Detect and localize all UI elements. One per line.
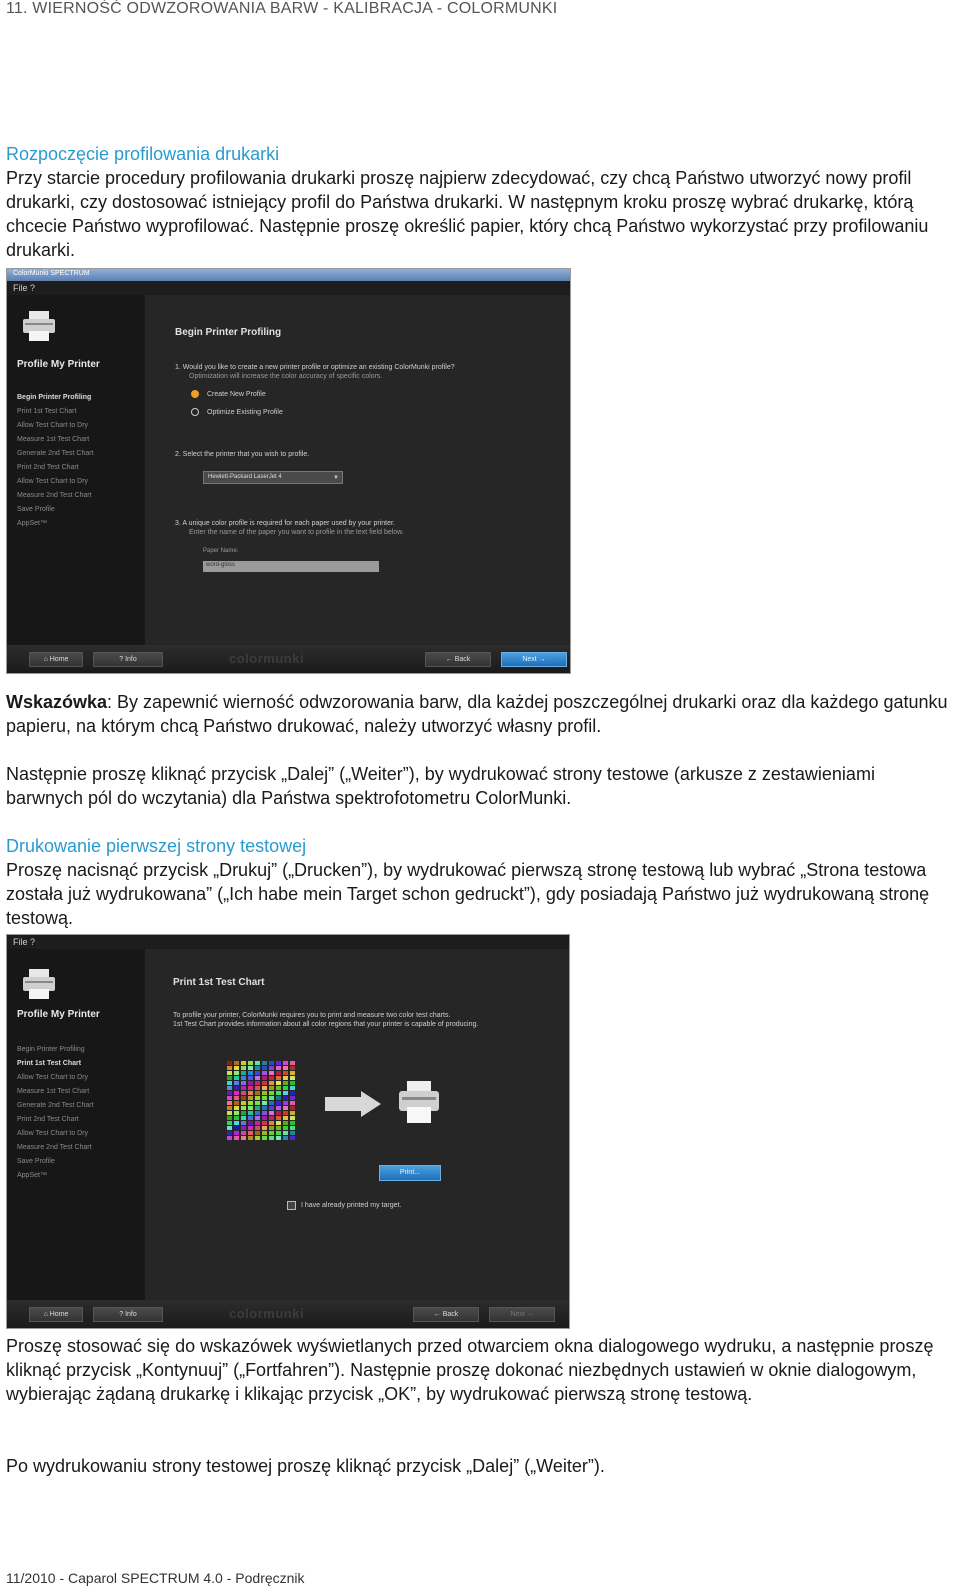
radio-create-new-label: Create New Profile — [207, 390, 266, 398]
question-1-sub: Optimization will increase the color accuracy of specific colors. — [189, 373, 383, 380]
printer-icon — [21, 967, 57, 1001]
sidebar — [7, 295, 145, 645]
footer-bar — [7, 1300, 569, 1328]
step-item: Generate 2nd Test Chart — [17, 1102, 94, 1109]
step-item: Print 2nd Test Chart — [17, 1116, 79, 1123]
section1-heading: Rozpoczęcie profilowania drukarki — [6, 144, 280, 164]
sidebar — [7, 949, 145, 1300]
section1-body: Przy starcie procedury profilowania drukarki proszę najpierw zdecydować, czy chcą Państwo utworzyć nowy profil drukarki, czy dostosować istniejący profil do Państwa drukarki. W następnym kroku proszę wybrać drukarkę, którą chcecie Państwo wyprofilować. Następnie proszę określić papier, który chcą Państwo wykorzystać przy profilowaniu drukarki. — [6, 168, 929, 260]
info-label: Info — [125, 656, 137, 663]
printer-icon — [397, 1079, 441, 1125]
question-1-text: 1. Would you like to create a new printer profile or optimize an existing ColorMunki profile? — [175, 364, 455, 371]
step-item: Print 1st Test Chart — [17, 408, 77, 415]
step-item: Allow Test Chart to Dry — [17, 422, 89, 429]
step-item: Save Profile — [17, 1158, 55, 1165]
step-item: Save Profile — [17, 506, 55, 513]
question-3-sub: Enter the name of the paper you want to profile in the text field below. — [189, 529, 404, 536]
page-header: 11. WIERNOŚĆ ODWZOROWANIA BARW - KALIBRACJA - COLORMUNKI — [6, 0, 558, 17]
question-3-text: 3. A unique color profile is required for each paper used by your printer. — [175, 520, 395, 527]
step-item: Begin Printer Profiling — [17, 1046, 85, 1053]
print-button[interactable]: Print... — [379, 1165, 441, 1181]
step-item: Generate 2nd Test Chart — [17, 450, 94, 457]
step-item: Allow Test Chart to Dry — [17, 1130, 89, 1137]
tip-label: Wskazówka — [6, 692, 108, 712]
step-item: Allow Test Chart to Dry — [17, 478, 89, 485]
radio-optimize-existing-label: Optimize Existing Profile — [207, 408, 283, 416]
next-button[interactable]: Next → — [489, 1307, 555, 1322]
colormunki-logo: colormunki — [229, 1306, 305, 1321]
intro-line-1: To profile your printer, ColorMunki requires you to print and measure two color test charts. — [173, 1012, 451, 1019]
paper-name-label: Paper Name: — [203, 548, 239, 554]
back-label: Back — [454, 656, 471, 663]
info-button[interactable]: ? Info — [93, 652, 163, 667]
tip-text: : By zapewnić wierność odwzorowania barw, dla każdej poszczególnej drukarki oraz dla każdego gatunku papieru, na którym chcą Państwo drukować, należy utworzyć własny profil. — [6, 692, 948, 736]
window-titlebar — [7, 269, 570, 281]
info-label: Info — [125, 1311, 137, 1318]
section2-heading: Drukowanie pierwszej strony testowej — [6, 836, 307, 856]
next-label: Next — [522, 656, 537, 663]
step-item: Measure 1st Test Chart — [17, 436, 90, 443]
radio-create-new[interactable] — [191, 390, 266, 398]
intro-text — [173, 1011, 563, 1029]
back-label: Back — [442, 1311, 459, 1318]
chevron-down-icon: ▼ — [333, 475, 339, 481]
next-label: Next — [510, 1311, 525, 1318]
already-printed-label: I have already printed my target. — [301, 1202, 402, 1209]
window-title: ColorMunki SPECTRUM — [13, 270, 90, 277]
instructions-paragraph: Proszę stosować się do wskazówek wyświetlanych przed otwarciem okna dialogowego wydruku, a następnie proszę kliknąć przycisk „Kontynuuj” („Fortfahren”). Następnie proszę dokonać niezbędnych ustawień w oknie dialogowym, wybierając żądaną drukarkę i klikając przycisk „OK”, by wydrukować pierwszą stronę testową. — [6, 1336, 934, 1404]
radio-optimize-existing[interactable] — [191, 408, 283, 416]
page-footer: 11/2010 - Caparol SPECTRUM 4.0 - Podręcznik — [6, 1570, 305, 1586]
home-label: Home — [49, 656, 69, 663]
sidebar-title: Profile My Printer — [17, 1009, 100, 1020]
step-item: AppSet™ — [17, 1172, 47, 1179]
step-item: Measure 2nd Test Chart — [17, 1144, 92, 1151]
printer-select-value: Hewlett-Packard LaserJet 4 — [208, 474, 282, 480]
main-title: Print 1st Test Chart — [173, 977, 265, 988]
home-label: Home — [49, 1311, 69, 1318]
step-list — [17, 1043, 94, 1183]
step-item: Print 1st Test Chart — [17, 1060, 82, 1067]
back-button[interactable]: ← Back — [413, 1307, 479, 1322]
next-paragraph: Następnie proszę kliknąć przycisk „Dalej” („Weiter”), by wydrukować strony testowe (arkusze z zestawieniami barwnych pól do wczytania) dla Państwa spektrofotometru ColorMunki. — [6, 764, 875, 808]
section2-text — [6, 834, 954, 930]
test-chart-swatches — [227, 1061, 295, 1140]
after-print-paragraph: Po wydrukowaniu strony testowej proszę kliknąć przycisk „Dalej” („Weiter”). — [6, 1456, 605, 1476]
main-panel — [145, 295, 570, 645]
question-2: 2. Select the printer that you wish to profile. — [175, 451, 310, 458]
main-title: Begin Printer Profiling — [175, 327, 282, 338]
step-list — [17, 391, 94, 531]
home-button[interactable]: ⌂ Home — [29, 1307, 83, 1322]
step-item: Print 2nd Test Chart — [17, 464, 79, 471]
tip-paragraph — [6, 690, 954, 738]
step-item: AppSet™ — [17, 520, 47, 527]
screenshot-print-test-chart — [6, 934, 570, 1329]
info-button[interactable]: ? Info — [93, 1307, 163, 1322]
paper-name-input[interactable]: word-gloss — [203, 561, 379, 572]
colormunki-logo: colormunki — [229, 651, 305, 666]
question-1 — [175, 363, 555, 381]
section1-text — [6, 142, 954, 262]
footer-bar — [7, 645, 570, 673]
home-button[interactable]: ⌂ Home — [29, 652, 83, 667]
already-printed-checkbox[interactable] — [287, 1201, 401, 1210]
intro-line-2: 1st Test Chart provides information about all color regions that your printer is capable of producing. — [173, 1021, 479, 1028]
section2-body: Proszę nacisnąć przycisk „Drukuj” („Drucken”), by wydrukować pierwszą stronę testową lub wybrać „Strona testowa została już wydrukowana” („Ich habe mein Target schon gedruckt”), gdy posiadają Państwo już wydrukowaną stronę testową. — [6, 860, 930, 928]
step-item: Measure 2nd Test Chart — [17, 492, 92, 499]
sidebar-title: Profile My Printer — [17, 359, 100, 370]
printer-select[interactable] — [203, 471, 343, 484]
menu-bar[interactable]: File ? — [7, 935, 569, 949]
arrow-right-icon — [323, 1091, 383, 1117]
screenshot-begin-profiling — [6, 268, 571, 674]
step-item: Allow Test Chart to Dry — [17, 1074, 89, 1081]
back-button[interactable]: ← Back — [425, 652, 491, 667]
step-item: Begin Printer Profiling — [17, 394, 92, 401]
step-item: Measure 1st Test Chart — [17, 1088, 90, 1095]
question-3 — [175, 519, 555, 537]
menu-bar[interactable]: File ? — [7, 281, 570, 295]
main-panel — [145, 949, 569, 1300]
next-button[interactable]: Next → — [501, 652, 567, 667]
printer-icon — [21, 309, 57, 343]
